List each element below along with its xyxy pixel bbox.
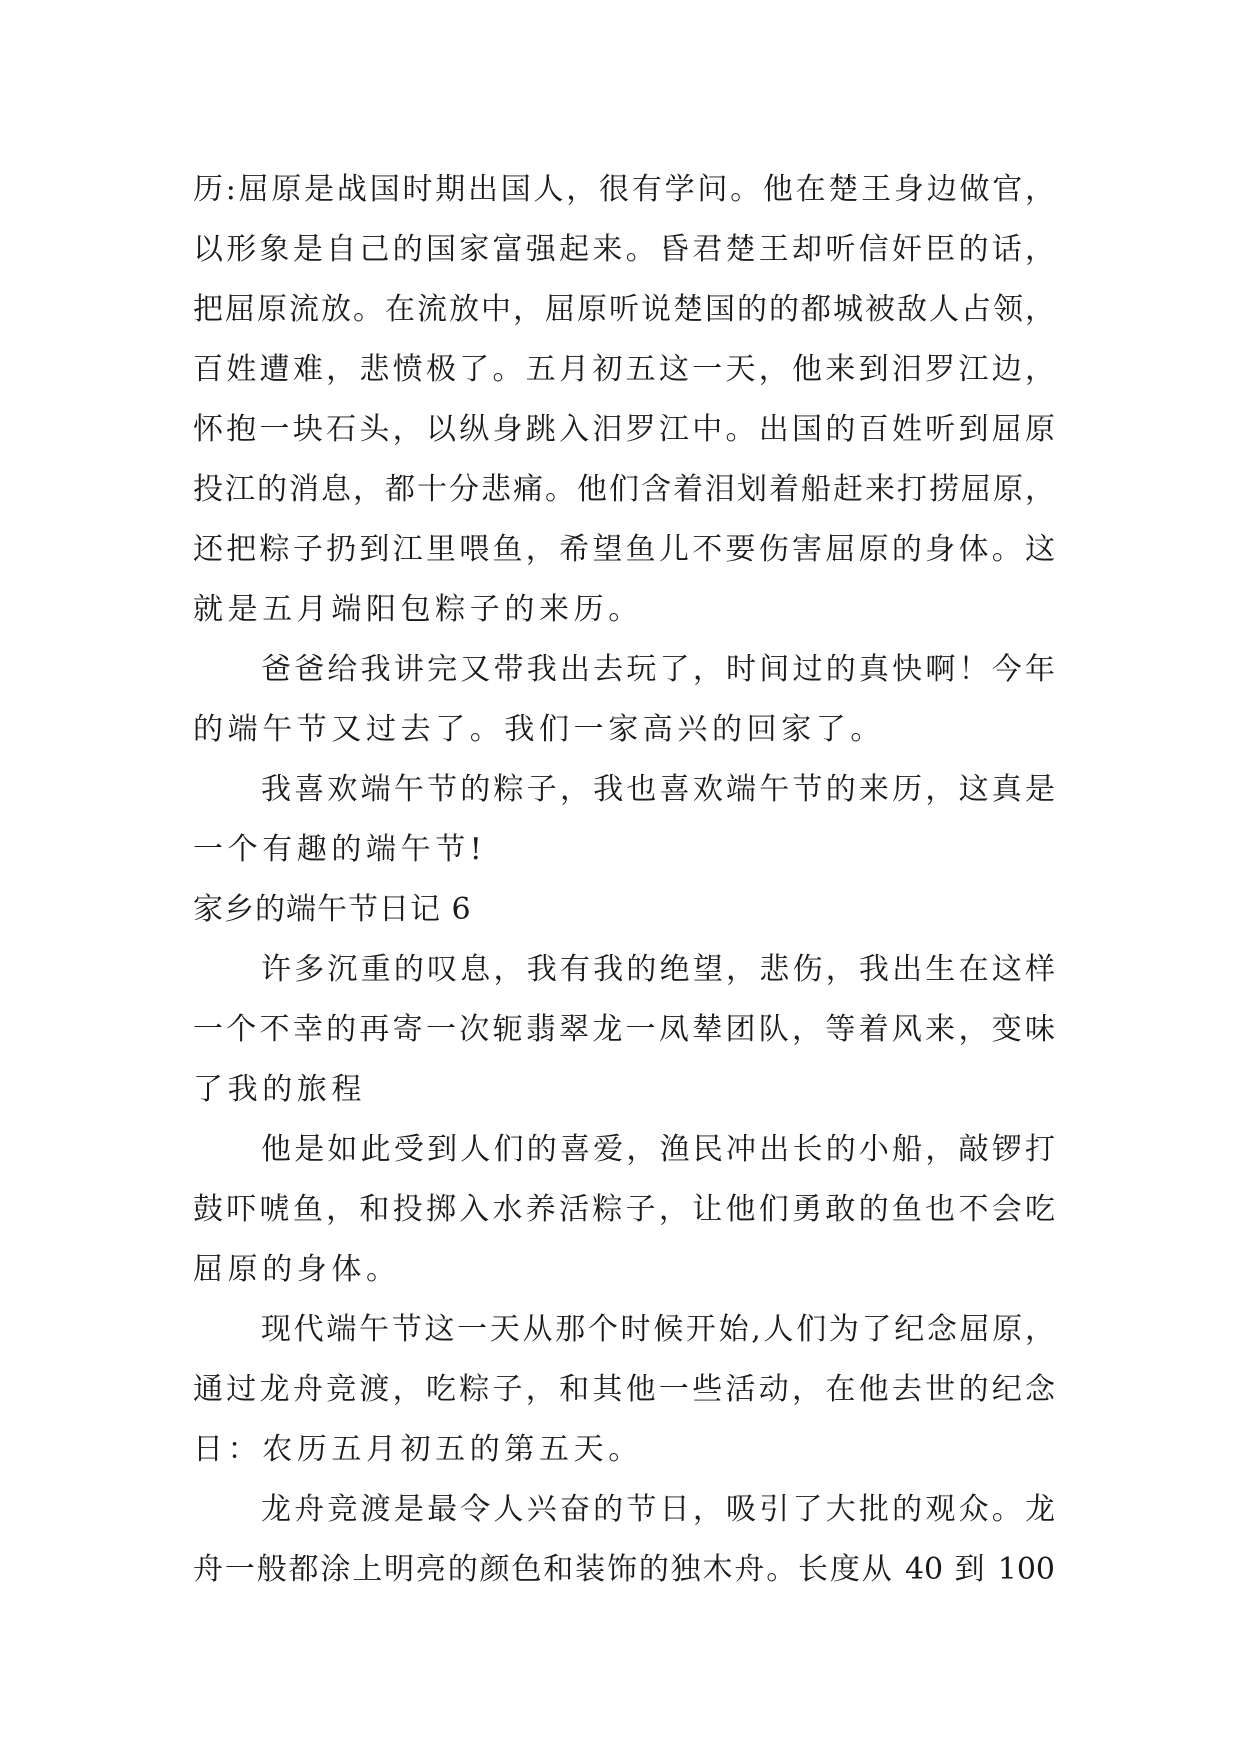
- text-line: 就是五月端阳包粽子的来历。: [193, 592, 643, 627]
- text-line: 一个有趣的端午节!: [193, 832, 487, 867]
- text-line: 屈原的身体。: [193, 1252, 401, 1287]
- text-line: 现代端午节这一天从那个时候开始,人们为了纪念屈原，: [261, 1312, 1055, 1347]
- text-line: 他是如此受到人们的喜爱，渔民冲出长的小船，敲锣打: [261, 1132, 1055, 1167]
- text-line: 舟一般都涂上明亮的颜色和装饰的独木舟。长度从 40 到 100: [193, 1552, 1055, 1587]
- text-line: 了我的旅程: [193, 1072, 366, 1107]
- text-line: 鼓吓唬鱼，和投掷入水养活粽子，让他们勇敢的鱼也不会吃: [193, 1192, 1055, 1227]
- text-line: 历:屈原是战国时期出国人，很有学问。他在楚王身边做官，: [193, 172, 1055, 207]
- section-heading: 家乡的端午节日记 6: [193, 892, 472, 927]
- text-line: 龙舟竞渡是最令人兴奋的节日，吸引了大批的观众。龙: [261, 1492, 1055, 1527]
- text-line: 爸爸给我讲完又带我出去玩了，时间过的真快啊！今年: [261, 652, 1055, 687]
- text-line: 投江的消息，都十分悲痛。他们含着泪划着船赶来打捞屈原，: [193, 472, 1055, 507]
- text-line: 怀抱一块石头，以纵身跳入汨罗江中。出国的百姓听到屈原: [193, 412, 1055, 447]
- text-line: 一个不幸的再寄一次轭翡翠龙一凤辇团队，等着风来，变味: [193, 1012, 1055, 1047]
- text-line: 还把粽子扔到江里喂鱼，希望鱼儿不要伤害屈原的身体。这: [193, 532, 1055, 567]
- text-line: 我喜欢端午节的粽子，我也喜欢端午节的来历，这真是: [261, 772, 1055, 807]
- text-line: 以形象是自己的国家富强起来。昏君楚王却听信奸臣的话，: [193, 232, 1055, 267]
- text-line: 许多沉重的叹息，我有我的绝望，悲伤，我出生在这样: [261, 952, 1055, 987]
- text-line: 把屈原流放。在流放中，屈原听说楚国的的都城被敌人占领，: [193, 292, 1055, 327]
- text-line: 日：农历五月初五的第五天。: [193, 1432, 643, 1467]
- text-line: 通过龙舟竞渡，吃粽子，和其他一些活动，在他去世的纪念: [193, 1372, 1055, 1407]
- text-line: 百姓遭难，悲愤极了。五月初五这一天，他来到汨罗江边，: [193, 352, 1055, 387]
- body-text: [193, 160, 1055, 1600]
- text-line: 的端午节又过去了。我们一家高兴的回家了。: [193, 712, 885, 747]
